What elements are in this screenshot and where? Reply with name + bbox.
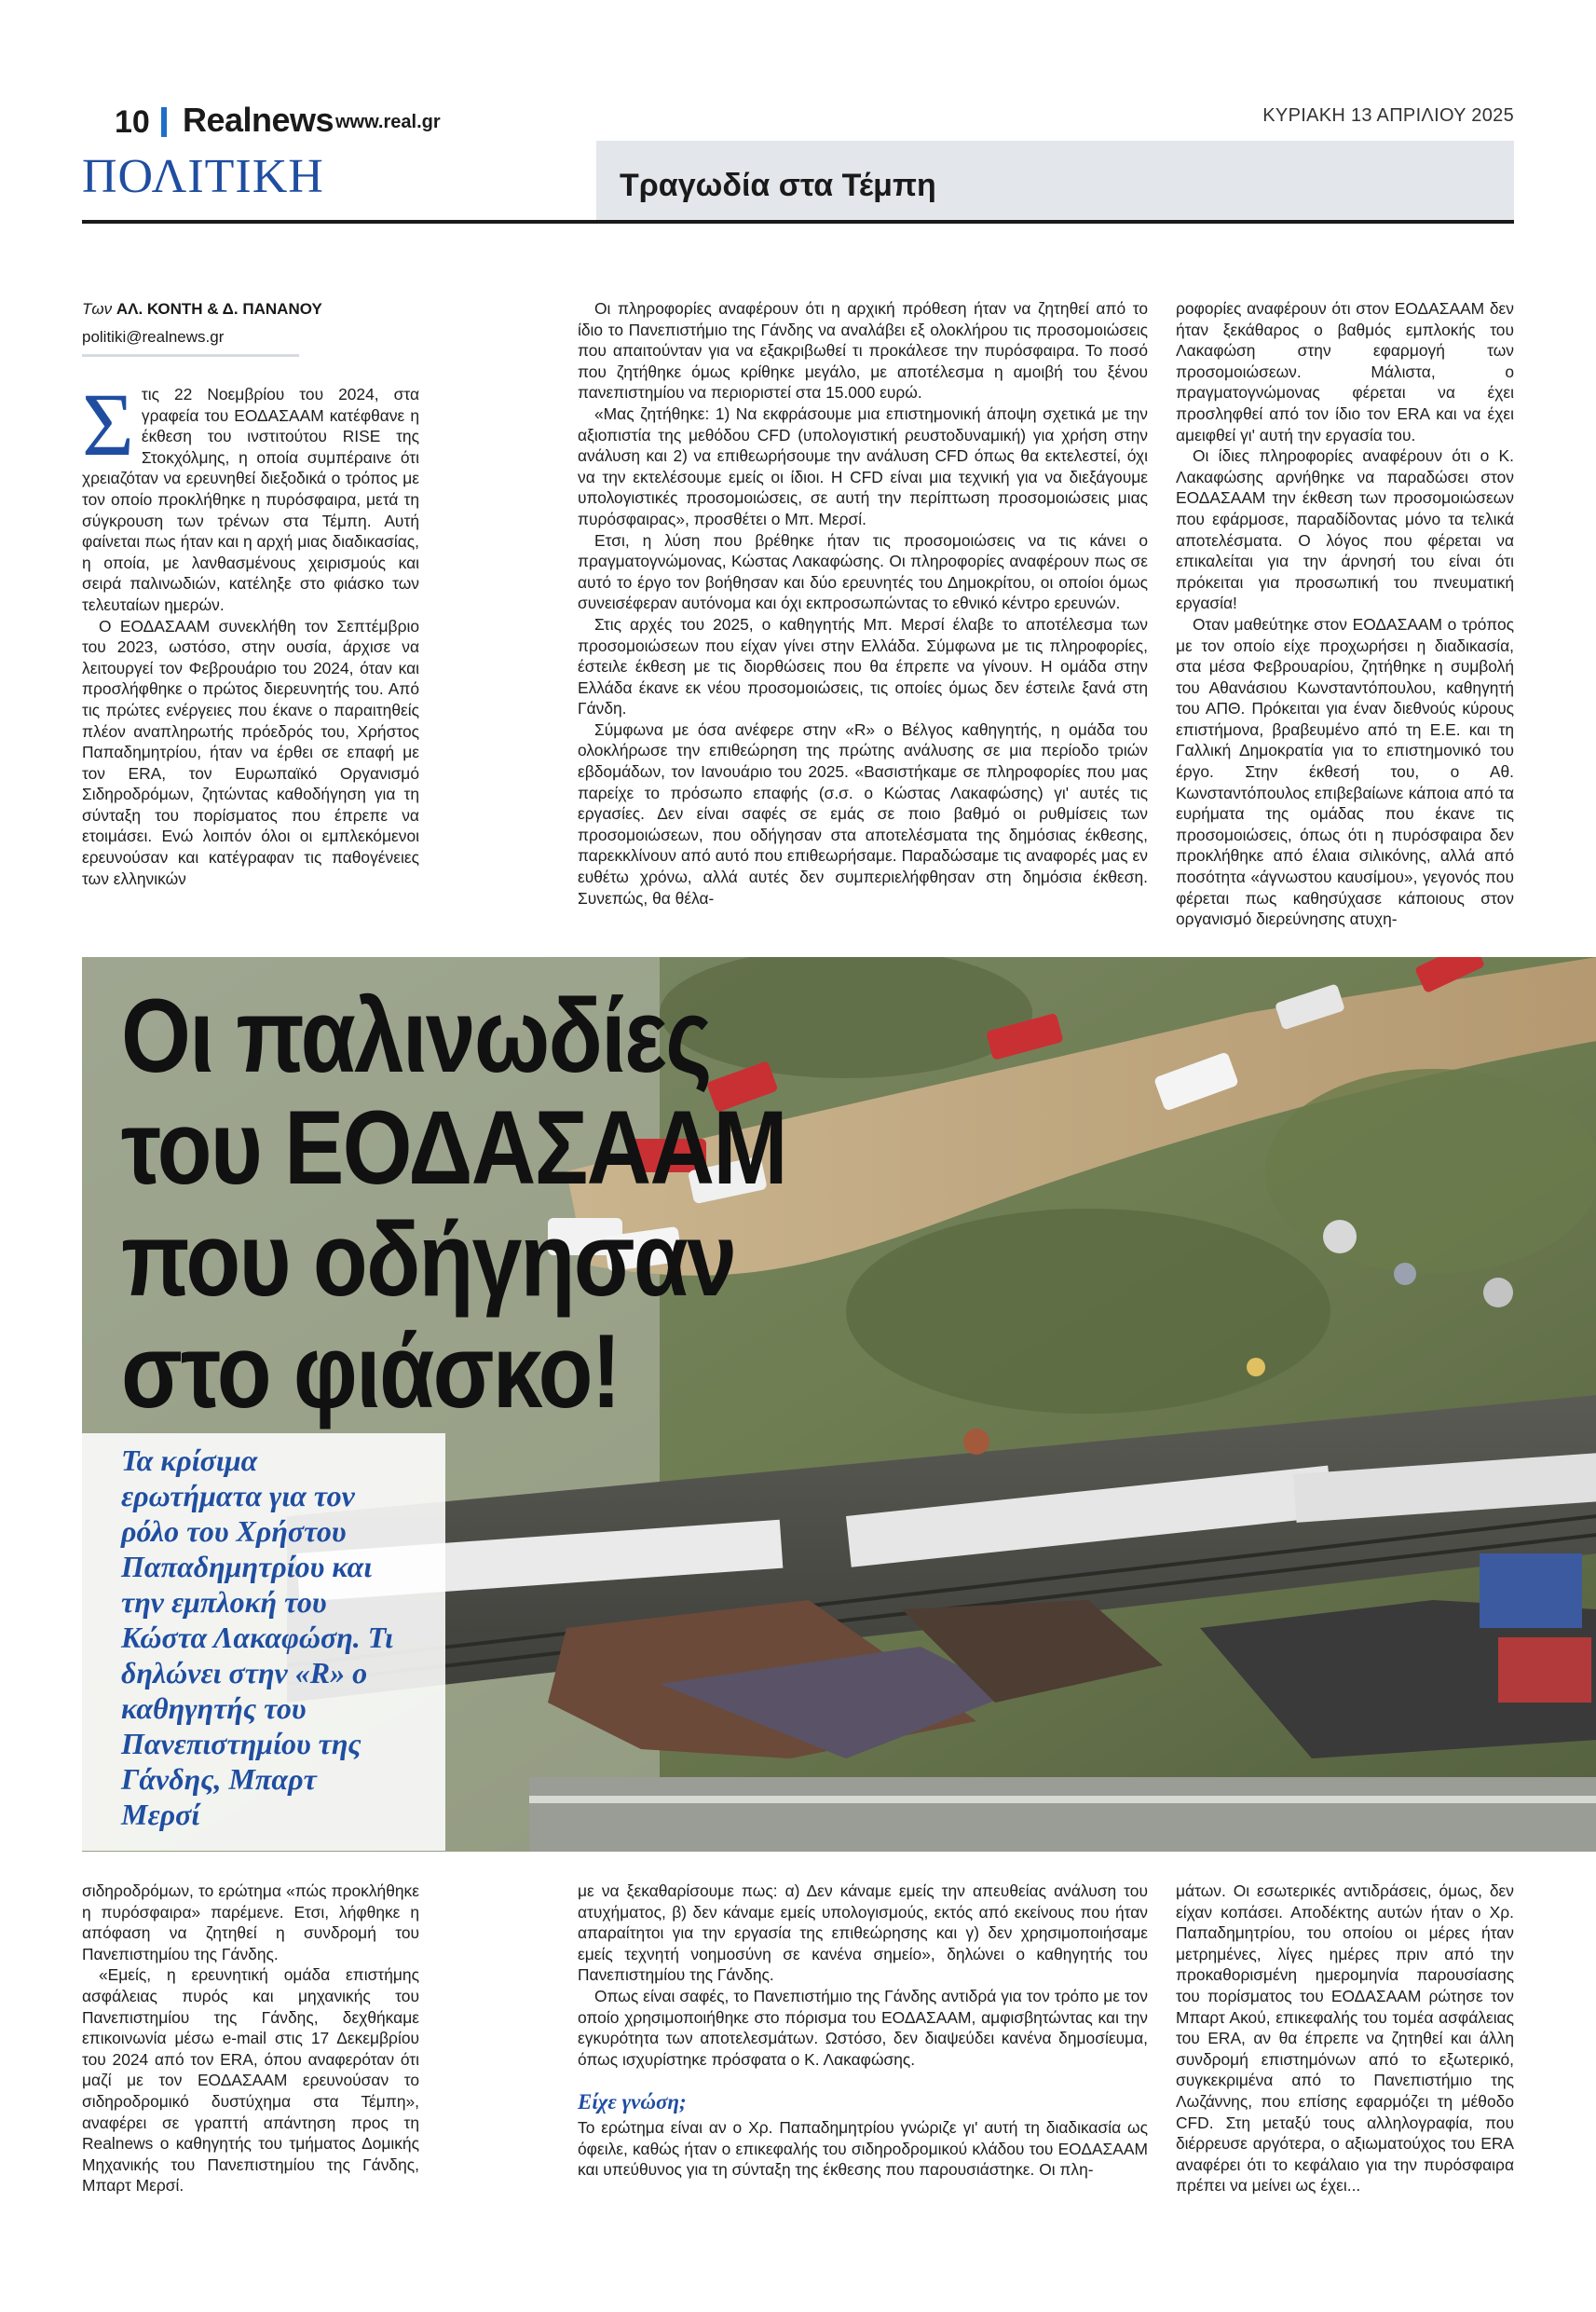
article-paragraph: Οπως είναι σαφές, το Πανεπιστήμιο της Γάνδης αντιδρά για τον τρόπο με τον οποίο χρησιμοποιήθηκε στο πόρισμα του ΕΟΔΑΣΑΑΜ, αμφισβητώντας και την εγκυρότητα των αποτελεσμάτων. Ωστόσο, δεν διαψεύδει κανένα δημοσίευμα, όπως ισχυρίστηκε πρόσφατα ο Κ. Λακαφώσης. <box>578 1986 1148 2069</box>
article-paragraph: μάτων. Οι εσωτερικές αντιδράσεις, όμως, δεν είχαν κοπάσει. Αποδέκτης αυτών ήταν ο Χρ. Παπαδημητρίου, του οποίου οι μέρες ήταν μετρημένες, λίγες ημέρες πριν από την προκαθορισμένη ημερομηνία παρουσίασης του πορίσματος του ΕΟΔΑΣΑΑΜ ρώτησε τον Μπαρτ Ακού, επικεφαλής του τομέα ασφάλειας του ERA, αν θα έπρεπε να ζητηθεί και άλλη συνδρομή επιστημόνων από το εξωτερικό, συγκεκριμένα από το Πανεπιστήμιο της Λωζάννης, που επίσης εφαρμόζει τη μέθοδο CFD. Στη μεταξύ τους αλληλογραφία, που διέρρευσε αργότερα, ο αξιωματούχος του ERA αναφέρει ότι το κεφάλαιο για την πυρόσφαιρα πρέπει να μείνει ως έχει... <box>1176 1881 1514 2196</box>
article-paragraph: «Μας ζητήθηκε: 1) Να εκφράσουμε μια επιστημονική άποψη σχετικά με την αξιοπιστία της μεθόδου CFD (υπολογιστική ρευστοδυναμική) για χρήση στην ανάλυση και 2) να επιθεωρήσουμε την ανάλυση CFD όπως θα εκτελεστεί, όχι να την εκτελέσουμε εμείς οι ίδιοι. Η CFD είναι μια τεχνική για να διεξάγουμε υπολογιστικές προσομοιώσεις, σε αυτή την περίπτωση προσομοιώσεις μιας πυρόσφαιρας», προσθέτει ο Μπ. Μερσί. <box>578 404 1148 528</box>
issue-date: ΚΥΡΙΑΚΗ 13 ΑΠΡΙΛΙΟΥ 2025 <box>1262 105 1514 126</box>
topic-title: Τραγωδία στα Τέμπη <box>620 168 936 203</box>
section-title: ΠΟΛΙΤΙΚΗ <box>82 150 324 203</box>
paragraph-text: τις 22 Νοεμβρίου του 2024, στα γραφεία του ΕΟΔΑΣΑΑΜ κατέφθανε η έκθεση του ινστιτούτου RISE της Στοκχόλμης, η οποία συμπέραινε ότι χρειαζόταν να ερευνηθεί διεξοδικά ο τρόπος με τον οποίο προκλήθηκε η πυρόσφαιρα, μετά τη σύγκρουση των τρένων στα Τέμπη. Αυτή φαίνεται πως ήταν και η αρχή μιας διαδικασίας, η οποία, με λανθασμένους χειρισμούς και σειρά παλινωδιών, κατέληξε στο φιάσκο των τελευταίων ημερών. <box>82 385 419 614</box>
article-column-2 <box>578 298 1148 927</box>
article-paragraph: Σύμφωνα με όσα ανέφερε στην «R» ο Βέλγος καθηγητής, η ομάδα του ολοκλήρωσε την επιθεώρηση της πρώτης ανάλυσης σε μια περίοδο τριών εβδομάδων, τον Ιανουάριο του 2025. «Βασιστήκαμε σε πληροφορίες που μας παρείχε το πρόσωπο επαφής (σ.σ. ο Κώστας Λακαφώσης) γι' αυτές τις εργασίες. Δεν είναι σαφές σε εμάς σε ποιο βαθμό οι ρυθμίσεις των προσομοιώσεων, που οδήγησαν στα αποτελέσματα της δημόσιας έκθεσης, παρεκκλίνουν από αυτό που επιθεωρήσαμε. Παραδώσαμε τις αναφορές μας εν ευθέτω χρόνω, αλλά αυτές δεν συμπεριελήφθησαν στη δημόσια έκθεση. Συνεπώς, θα θέλα- <box>578 719 1148 908</box>
article-paragraph: Ετσι, η λύση που βρέθηκε ήταν τις προσομοιώσεις να τις κάνει ο πραγματογνώμονας, Κώστας Λακαφώσης. Οι πληροφορίες αναφέρουν πως σε αυτό το έργο τον βοήθησαν και δύο ερευνητές του Δημοκρίτου, οι οποίοι όμως συνεισέφεραν αυτόνομα και όχι εκπροσωπώντας το εθνικό κέντρο ερευνών. <box>578 530 1148 613</box>
article-paragraph: Οι ίδιες πληροφορίες αναφέρουν ότι ο Κ. Λακαφώσης αρνήθηκε να παραδώσει στον ΕΟΔΑΣΑΑΜ την έκθεση των προσομοιώσεων που εφάρμοσε, παραδίδοντας μόνο τα τελικά αποτελέσματα. Ο λόγος που φέρεται να επικαλείται για την άρνησή του είναι ότι πρόκειται για προσωπική του πνευματική εργασία! <box>1176 446 1514 613</box>
article-paragraph: Οι πληροφορίες αναφέρουν ότι η αρχική πρόθεση ήταν να ζητηθεί από το ίδιο το Πανεπιστήμιο της Γάνδης να αναλάβει εξ ολοκλήρου τις προσομοιώσεις που απαιτούνταν για να εξακριβωθεί τι προκάλεσε την πυρόσφαιρα. Το ποσό που ζητήθηκε όμως κρίθηκε μεγάλο, με αποτέλεσμα η αμοιβή του ξένου πανεπιστημίου να περιοριστεί στα 15.000 ευρώ. <box>578 299 1148 403</box>
headline-line: του ΕΟΔΑΣΑΑΜ <box>121 1089 786 1206</box>
byline-prefix: Των <box>82 300 116 318</box>
dropcap: Σ <box>82 384 134 474</box>
deck-subtitle: Τα κρίσιμα ερωτήματα για τον ρόλο του Χρήστου Παπαδημητρίου και την εμπλοκή του Κώστα Λακαφώση. Τι δηλώνει στην «R» ο καθηγητής του Πανεπιστημίου της Γάνδης, Μπαρτ Μερσί <box>121 1443 394 1831</box>
article-paragraph: ροφορίες αναφέρουν ότι στον ΕΟΔΑΣΑΑΜ δεν ήταν ξεκάθαρος ο βαθμός εμπλοκής του Λακαφώση στην εφαρμογή των προσομοιώσεων. Μάλιστα, ο πραγματογνώμονας φέρεται να έχει προσληφθεί από τον ίδιο τον ERA και να έχει αμειφθεί γι' αυτή την εργασία του. <box>1176 299 1514 445</box>
article-paragraph: Ο ΕΟΔΑΣΑΑΜ συνεκλήθη τον Σεπτέμβριο του 2023, ωστόσο, στην ουσία, άρχισε να λειτουργεί τον Φεβρουάριο του 2024, όταν και προσλήφθηκε ο πρώτος διερευνητής του. Από τις πρώτες ενέργειες που έκανε ο παραιτηθείς πλέον αναπληρωτής πρόεδρός του, Χρήστος Παπαδημητρίου, ήταν να έρθει σε επαφή με τον ERA, τον Ευρωπαϊκό Οργανισμό Σιδηροδρόμων, ζητώντας καθοδήγηση για τη σύνταξη του πορίσματος που έπρεπε να ετοιμάσει. Ενώ λοιπόν όλοι οι εμπλεκόμενοι ερευνούσαν και κατέγραφαν τις παθογένειες των ελληνικών <box>82 616 419 888</box>
article-column-6 <box>1176 1881 1514 2272</box>
headline-line: Οι παλινωδίες <box>121 978 711 1094</box>
headline-line: στο φιάσκο! <box>121 1313 621 1430</box>
byline-rule <box>82 354 299 357</box>
headline-line: που οδήγησαν <box>121 1201 736 1318</box>
article-column-4 <box>82 1881 419 2272</box>
article-paragraph: με να ξεκαθαρίσουμε πως: α) Δεν κάναμε εμείς την απευθείας ανάλυση του ατυχήματος, β) δεν κάναμε εμείς υπολογισμούς, εκτός από εκείνους που ήταν απαραίτητοι για την εργασία της επιθεώρησης και γ) δεν χρησιμοποιήσαμε εμείς τεχνητή νοημοσύνη σε κανένα σημείο», δηλώνει ο καθηγητής του Πανεπιστημίου της Γάνδης. <box>578 1881 1148 1985</box>
brand-logo: Realnews <box>183 101 334 139</box>
byline-authors: ΑΛ. ΚΟΝΤΗ & Δ. ΠΑΝΑΝΟΥ <box>116 300 322 318</box>
article-paragraph: Οταν μαθεύτηκε στον ΕΟΔΑΣΑΑΜ ο τρόπος με τον οποίο είχε προχωρήσει η διαδικασία, στα μέσα Φεβρουαρίου, ζητήθηκε η συμβολή του Αθανάσιου Κωνσταντόπουλου, καθηγητή του ΑΠΘ. Πρόκειται για έναν διεθνούς κύρους επιστήμονα, βραβευμένο από τη Ε.Ε. και τη Γαλλική Δημοκρατία για το επιστημονικό του έργο. Στην έκθεσή του, ο Αθ. Κωνσταντόπουλος επιβεβαίωνε κάποια από τα ευρήματα της ομάδας που έκανε τις προσομοιώσεις, όπως ότι η πυρόσφαιρα δεν προκλήθηκε από έλαια σιλικόνης, αλλά από ποσότητα «άγνωστου καυσίμου», γεγονός που φέρεται πως καθησύχασε κάποιους στον οργανισμό διερεύνησης ατυχη- <box>1176 614 1514 927</box>
article-column-5 <box>578 1881 1148 2272</box>
article-paragraph: «Εμείς, η ερευνητική ομάδα επιστήμης ασφάλειας πυρός και μηχανικής του Πανεπιστημίου της Γάνδης, δεχθήκαμε επικοινωνία μέσω e-mail στις 17 Δεκεμβρίου του 2024 από τον ERA, όπου αναφερόταν ότι μαζί με τον ΕΟΔΑΣΑΑΜ ερευνούσαν το σιδηροδρομικό δυστύχημα στα Τέμπη», αναφέρει σε γραπτή απάντηση προς τη Realnews ο καθηγητής του τμήματος Δομικής Μηχανικής του Πανεπιστημίου της Γάνδης, Μπαρτ Μερσί. <box>82 1965 419 2196</box>
article-paragraph: Το ερώτημα είναι αν ο Χρ. Παπαδημητρίου γνώριζε γι' αυτή τη διαδικασία ως όφειλε, καθώς ήταν ο επικεφαλής του σιδηροδρομικού κλάδου του ΕΟΔΑΣΑΑΜ και υπεύθυνος για τη σύνταξη της έκθεσης που παρουσιάστηκε. Οι πλη- <box>578 2117 1148 2180</box>
article-paragraph <box>82 384 419 616</box>
brand-url: www.real.gr <box>335 112 441 132</box>
byline <box>82 300 322 319</box>
page-number: 10 <box>115 104 150 140</box>
subheading: Είχε γνώση; <box>578 2090 687 2114</box>
headline <box>121 980 786 1428</box>
article-column-1 <box>82 384 419 926</box>
article-column-3 <box>1176 298 1514 927</box>
article-paragraph: σιδηροδρόμων, το ερώτημα «πώς προκλήθηκε η πυρόσφαιρα» παρέμενε. Ετσι, λήφθηκε η απόφαση να ζητηθεί η συνδρομή του Πανεπιστημίου της Γάνδης. <box>82 1881 419 1963</box>
header-rule <box>82 220 1514 224</box>
author-email: politiki@realnews.gr <box>82 328 225 346</box>
article-paragraph: Στις αρχές του 2025, ο καθηγητής Μπ. Μερσί έλαβε το αποτέλεσμα των προσομοιώσεων που είχαν γίνει στην Ελλάδα. Σύμφωνα με τις πληροφορίες, έστειλε έκθεση με τις διορθώσεις που θα έπρεπε να γίνουν. Η ομάδα στην Ελλάδα έκανε εκ νέου προσομοιώσεις, τις οποίες όμως δεν έστειλε ξανά στη Γάνδη. <box>578 614 1148 718</box>
header-divider-bar <box>161 107 167 137</box>
